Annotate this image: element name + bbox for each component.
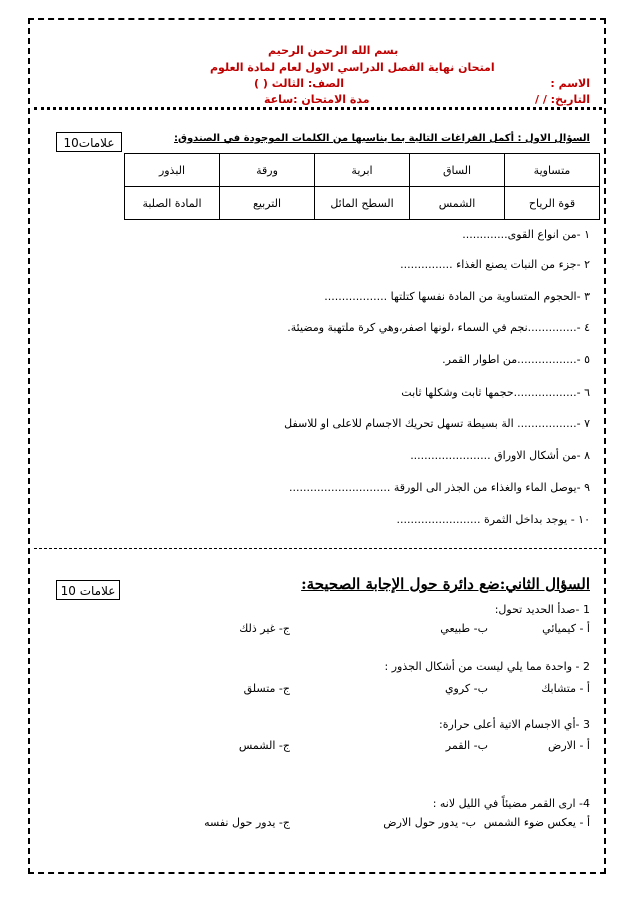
mcq-option-a: أ - كيميائي (542, 622, 590, 635)
fill-blank-question: ٥ -.................من اطوار القمر. (442, 353, 590, 366)
section1-marks-box: 10علامات (56, 132, 122, 152)
mcq-option-c: ج- متسلق (243, 682, 290, 695)
mcq-option-b: ب- كروي (444, 682, 488, 695)
word-cell: ورقة (220, 154, 315, 187)
fill-blank-question: ١ -من انواع القوى............. (462, 228, 590, 241)
mcq-stem: 4- ارى القمر مضيئاً في الليل لانه : (432, 797, 590, 810)
word-cell: قوة الرياح (505, 187, 600, 220)
basmala: بسم الله الرحمن الرحيم (268, 44, 399, 57)
word-bank-row (125, 154, 600, 187)
word-cell: ابرية (315, 154, 410, 187)
mcq-option-a: أ - يعكس ضوء الشمس (483, 816, 590, 829)
mcq-stem: 3 -أي الاجسام الاتية أعلى حرارة: (439, 718, 590, 731)
grade-label: الصف: الثالث ( ) (254, 77, 345, 90)
word-cell: البذور (125, 154, 220, 187)
section2-marks-box: 10 علامات (56, 580, 120, 600)
mcq-option-c: ج- الشمس (238, 739, 290, 752)
section-separator (34, 548, 602, 549)
mcq-option-b: ب- طبيعي (440, 622, 488, 635)
fill-blank-question: ٣ -الحجوم المتساوية من المادة نفسها كتلتها .................. (324, 290, 590, 303)
exam-title: امتحان نهاية الفصل الدراسي الاول لعام لمادة العلوم (210, 61, 495, 74)
mcq-option-a: أ - الارض (548, 739, 590, 752)
name-label: الاسم : (550, 77, 590, 90)
word-cell: المادة الصلبة (125, 187, 220, 220)
header-separator (34, 107, 602, 110)
word-bank-row (125, 187, 600, 220)
mcq-option-c: ج- يدور حول نفسه (204, 816, 290, 829)
fill-blank-question: ٩ -يوصل الماء والغذاء من الجذر الى الورقة ............................. (289, 481, 590, 494)
word-cell: الساق (410, 154, 505, 187)
word-cell: الشمس (410, 187, 505, 220)
fill-blank-question: ٨ -من أشكال الاوراق ....................... (410, 449, 590, 462)
fill-blank-question: ٢ -جزء من النبات يصنع الغذاء ............... (400, 258, 590, 271)
mcq-stem: 2 - واحدة مما يلي ليست من أشكال الجذور : (384, 660, 590, 673)
mcq-option-b: ب- يدور حول الارض (383, 816, 476, 829)
fill-blank-question: ٤ -..............نجم في السماء ،لونها اصفر،وهي كرة ملتهبة ومضيئة. (287, 321, 590, 334)
fill-blank-question: ٦ -..................حجمها ثابت وشكلها ثابت (401, 386, 590, 399)
mcq-stem: 1 -صدأ الحديد تحول: (494, 603, 590, 616)
mcq-option-c: ج- غير ذلك (239, 622, 290, 635)
exam-duration: مدة الامتحان :ساعة (264, 93, 370, 106)
fill-blank-question: ١٠ - يوجد بداخل الثمرة ........................ (396, 513, 590, 526)
fill-blank-question: ٧ -................. الة بسيطة تسهل تحريك الاجسام للاعلى او للاسفل (284, 417, 590, 430)
word-cell: التربيع (220, 187, 315, 220)
word-cell: متساوية (505, 154, 600, 187)
mcq-option-b: ب- القمر (445, 739, 488, 752)
date-label: التاريخ: / / (534, 93, 590, 106)
section2-title: السؤال الثاني:ضع دائرة حول الإجابة الصحيحة: (301, 575, 590, 593)
word-bank-table (124, 153, 600, 220)
mcq-option-a: أ - متشابك (541, 682, 590, 695)
section1-title: السؤال الاول : أكمل الفراغات التالية بما يناسبها من الكلمات الموجودة في الصندوق: (174, 133, 590, 144)
word-cell: السطح المائل (315, 187, 410, 220)
